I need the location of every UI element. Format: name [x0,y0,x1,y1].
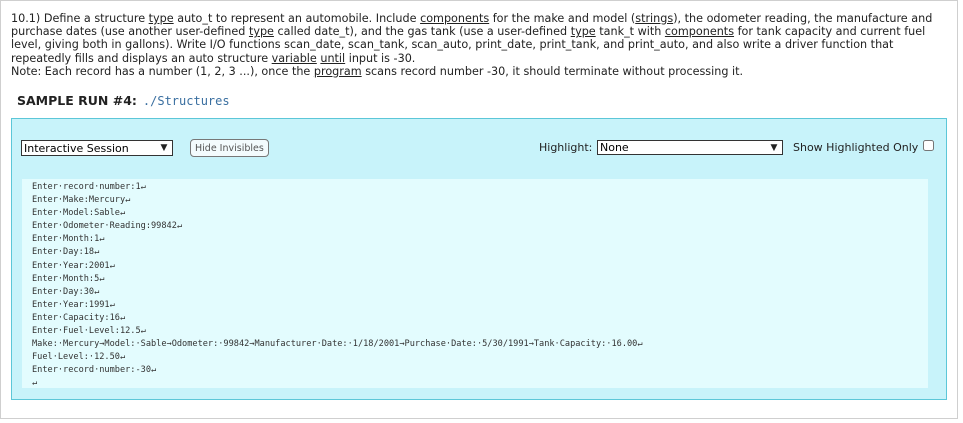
console-line: Fuel·Level:·12.50↵ [32,352,126,363]
console-line: ↵ [32,378,38,388]
session-output [22,179,928,388]
console-line: Enter·Model:Sable↵ [32,208,126,219]
text-segment: input is -30. [345,51,416,65]
console-line: Enter·Month:1↵ [32,234,105,245]
text-segment: ), the odometer reading, the manufacture and purchase dates (use another user-defined [11,12,933,39]
glossary-link-type[interactable]: type [248,25,274,39]
text-segment: Note: Each record has a number (1, 2, 3 ...), once the [11,64,314,78]
text-segment: 10.1) Define a structure [11,12,149,25]
glossary-link-until[interactable]: until [320,51,346,65]
text-segment: for the make and model ( [489,12,636,25]
glossary-link-variable[interactable]: variable [271,51,317,65]
highlight-label: Highlight: [539,141,593,154]
text-segment: tank_t with [595,25,665,39]
highlight-select[interactable] [597,140,783,155]
problem-note [11,65,951,78]
console-line: Enter·Year:2001↵ [32,260,115,271]
console-line: Enter·Year:1991↵ [32,299,115,310]
console-line: Enter·Day:18↵ [32,247,100,258]
show-highlighted-only-label: Show Highlighted Only [793,141,919,154]
console-line: Enter·Odometer·Reading:99842↵ [32,221,183,232]
console-line: Enter·record·number:-30↵ [32,365,157,376]
session-mode-select[interactable] [21,140,173,156]
text-segment: scans record number -30, it should terminate without processing it. [361,64,744,78]
glossary-link-type[interactable]: type [148,12,174,25]
sample-run-command: ./Structures [142,94,230,108]
glossary-link-type[interactable]: type [570,25,596,39]
console-line: Enter·Day:30↵ [32,286,100,297]
problem-statement [11,12,951,78]
chevron-down-icon: ▼ [770,143,778,153]
console-line: Enter·Make:Mercury↵ [32,195,131,206]
console-line: Enter·Month:5↵ [32,273,105,284]
glossary-link-components[interactable]: components [420,12,490,25]
text-segment: called date_t), and the gas tank (use a user-defined [273,25,571,39]
text-segment: auto_t to represent an automobile. Include [173,12,421,25]
glossary-link-program[interactable]: program [313,64,362,78]
session-toolbar [12,119,946,175]
problem-text [11,12,951,65]
glossary-link-components[interactable]: components [664,25,735,39]
hide-invisibles-button[interactable]: Hide Invisibles [190,139,269,157]
console-line: Enter·record·number:1↵ [32,182,146,192]
chevron-down-icon: ▼ [160,143,168,153]
sample-run-heading [17,93,230,108]
text-segment: for tank capacity and current fuel level, giving both in gallons). Write I/O functions scan_date, scan_tank, scan_auto, print_date, print_tank, and print_auto, and also write a driver function that repeatedly fills and displays an auto structure [11,25,926,65]
show-highlighted-only-checkbox[interactable] [923,140,934,151]
session-panel [11,118,947,400]
sample-run-title: SAMPLE RUN #4: [17,93,137,108]
glossary-link-strings[interactable]: strings [635,12,674,25]
console-line: Enter·Capacity:16↵ [32,312,126,323]
console-line: Make:·Mercury→Model:·Sable→Odometer:·99842→Manufacturer·Date:·1/18/2001→Purchase·Date:·5/30/1991→Tank·Capacity:·16.00↵ [32,339,643,350]
console-line: Enter·Fuel·Level:12.5↵ [32,326,146,337]
